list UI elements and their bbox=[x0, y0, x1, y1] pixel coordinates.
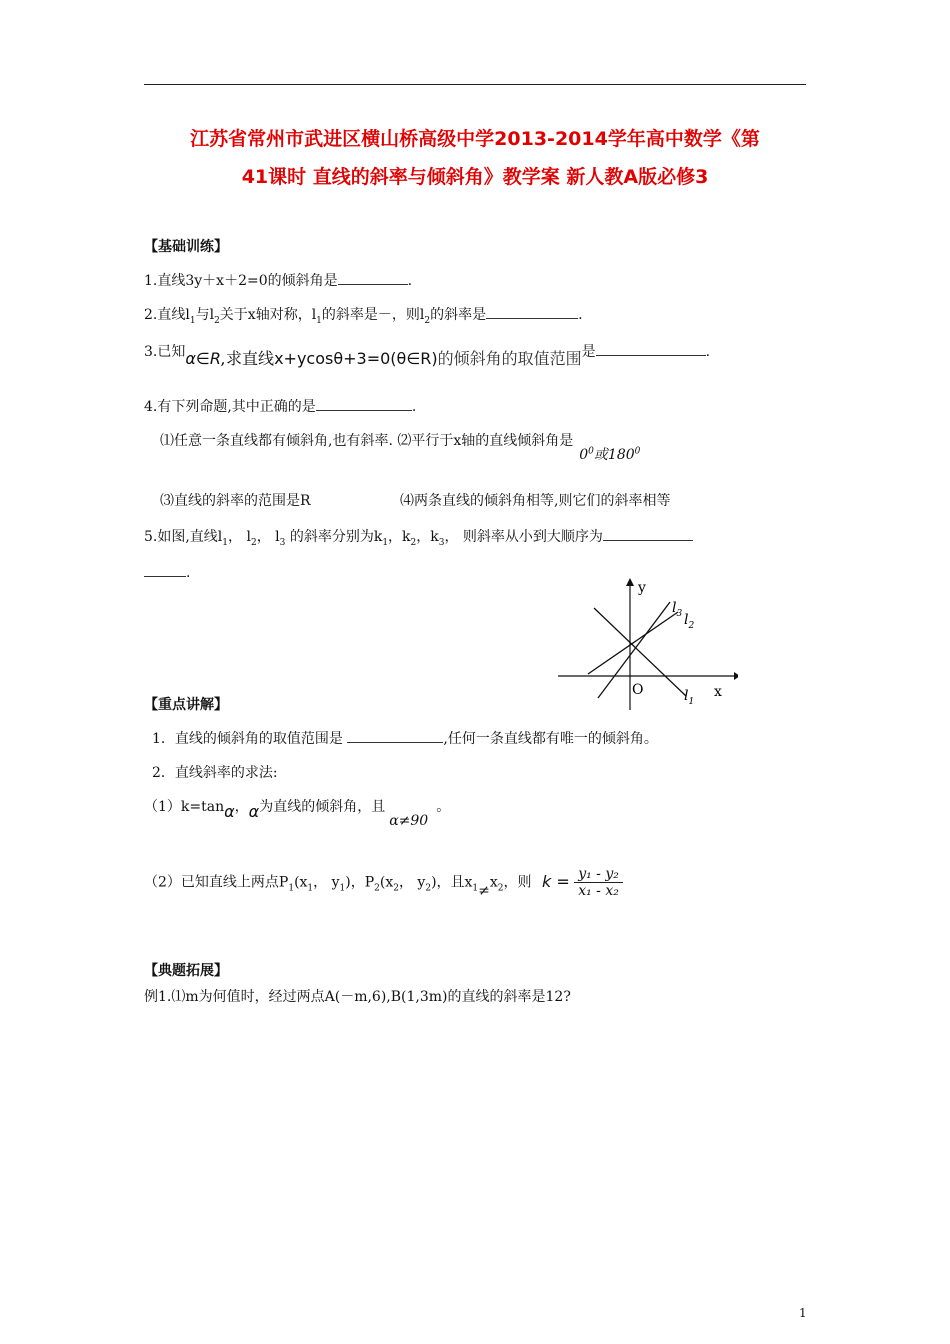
y-axis-arrow-icon bbox=[626, 578, 634, 586]
proposition-1-2: ⑴任意一条直线都有倾斜角,也有斜率. ⑵平行于x轴的直线倾斜角是$0^0$或$180^0$ bbox=[160, 433, 641, 463]
section-key-heading: 【重点讲解】 bbox=[144, 697, 228, 713]
question-2: 2.直线$l_1$与$l_2$关于x轴对称，$l_1$的斜率是－，则$l_2$的斜率是 . bbox=[144, 304, 583, 326]
x-axis-label: x bbox=[714, 684, 722, 700]
key-point-2-1: （1）k=tanα，α为直线的倾斜角，且α≠90。 bbox=[144, 799, 451, 829]
answer-blank bbox=[603, 526, 693, 541]
answer-blank bbox=[144, 562, 186, 577]
answer-blank bbox=[338, 270, 408, 285]
question-5-continued: . bbox=[144, 562, 190, 581]
page-number: 1 bbox=[799, 1306, 807, 1320]
question-1: 1.直线3y＋x＋2=0的倾斜角是 . bbox=[144, 270, 412, 290]
question-3: 3.已知α∈R,求直线x+ycosθ+3=0(θ∈R)的倾斜角的取值范围是 . bbox=[144, 338, 710, 361]
label-l1: $l_1$ bbox=[684, 688, 695, 707]
title-line-2: 41课时 直线的斜率与倾斜角》教学案 新人教A版必修3 bbox=[241, 166, 709, 188]
answer-blank bbox=[596, 341, 706, 356]
answer-blank bbox=[347, 728, 443, 743]
proposition-4: ⑷两条直线的倾斜角相等,则它们的斜率相等 bbox=[400, 493, 671, 509]
label-l2: $l_2$ bbox=[684, 612, 695, 631]
key-point-2-2: （2）已知直线上两点$P_1(x_1$， $y_1$)，$P_2(x_2$， $y_2$)，且$x_1\ne x_2$，则 k = $\frac{\text{y₁ - y₂}}{\text{x₁ - x₂}}$ bbox=[144, 866, 623, 899]
angle-values: $0^0$或$180^0$ bbox=[579, 446, 641, 463]
y-axis-label: y bbox=[638, 580, 646, 596]
key-point-2: 2．直线斜率的求法: bbox=[152, 765, 278, 781]
key-point-1: 1．直线的倾斜角的取值范围是 ,任何一条直线都有唯一的倾斜角。 bbox=[152, 728, 658, 748]
x-axis-arrow-icon bbox=[734, 672, 738, 680]
line-l2 bbox=[588, 612, 678, 674]
slope-formula: $\frac{\text{y₁ - y₂}}{\text{x₁ - x₂}}$ bbox=[574, 866, 623, 899]
answer-blank bbox=[316, 396, 412, 411]
proposition-3: ⑶直线的斜率的范围是R bbox=[160, 493, 311, 509]
title-line-1: 江苏省常州市武进区横山桥高级中学2013-2014学年高中数学《第 bbox=[190, 128, 760, 150]
section-basic-heading: 【基础训练】 bbox=[144, 239, 228, 255]
question-4: 4.有下列命题,其中正确的是 . bbox=[144, 396, 416, 416]
lines-figure bbox=[558, 572, 738, 712]
answer-blank bbox=[486, 304, 578, 319]
label-l3: $l_3$ bbox=[672, 600, 683, 619]
question-5: 5.如图,直线$l_1$， $l_2$， $l_3$ 的斜率分别为$k_1$，$k_2$，$k_3$， 则斜率从小到大顺序为 bbox=[144, 526, 693, 548]
origin-label: O bbox=[632, 682, 644, 698]
header-rule bbox=[144, 84, 806, 85]
section-example-heading: 【典题拓展】 bbox=[144, 963, 228, 979]
example-1: 例1.⑴m为何值时，经过两点A(－m,6),B(1,3m)的直线的斜率是12? bbox=[144, 989, 571, 1005]
